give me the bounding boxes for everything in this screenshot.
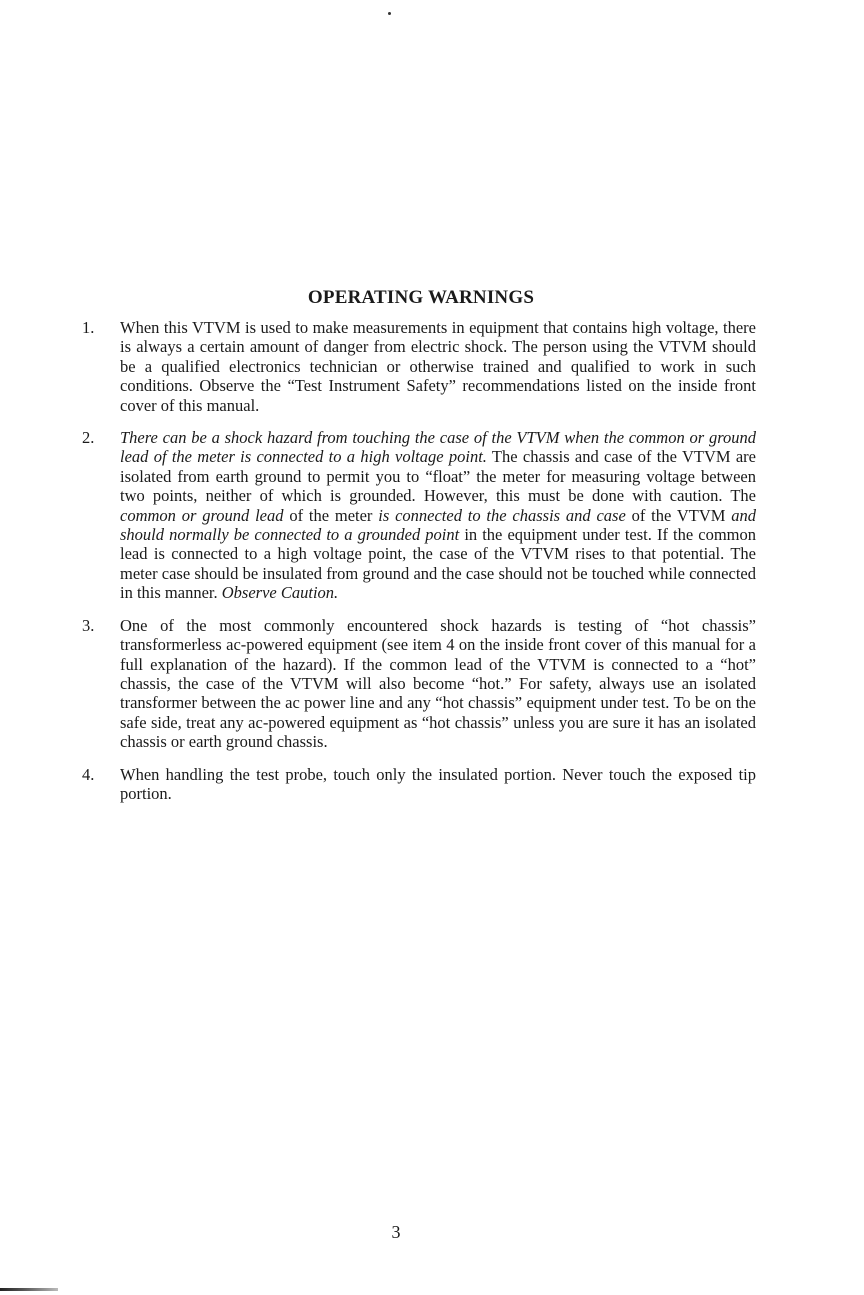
warning-item-4 [80, 765, 756, 804]
warning-number: 3. [82, 615, 95, 635]
warning-emphasis: There can be a shock hazard from touching the case of the VTVM when the common or ground lead of the meter is connected to a high voltage point. [120, 428, 756, 467]
warning-text: One of the most commonly encountered shock hazards is testing of “hot chassis” transformerless ac-powered equipment (see item 4 on the inside front cover of this manual for a full explanation of the hazard). If the common lead of the VTVM is connected to a “hot” chassis, the case of the VTVM will also become “hot.” For safety, always use an isolated transformer between the ac power line and any “hot chassis” equipment under test. To be on the safe side, treat any ac-powered equipment as “hot chassis” unless you are sure it has an isolated chassis or earth ground chassis. [120, 615, 756, 752]
warning-text: When this VTVM is used to make measurements in equipment that contains high voltage, there is always a certain amount of danger from electric shock. The person using the VTVM should be a qualified electronics technician or otherwise trained and qualified to work in such conditions. Observe the “Test Instrument Safety” recommendations listed on the inside front cover of this manual. [120, 318, 756, 415]
warning-item-2 [80, 428, 756, 603]
warning-emphasis: and should normally be connected to a grounded point [120, 505, 756, 545]
scan-edge-mark [0, 1288, 58, 1291]
warning-number: 2. [82, 428, 95, 448]
warning-text: in the equipment under test. If the common lead is connected to a high voltage point, the case of the VTVM rises to that potential. The meter case should be insulated from ground and the case should not be touched while connected in this manner. [120, 525, 757, 603]
warning-text: When handling the test probe, touch only the insulated portion. Never touch the exposed tip portion. [120, 764, 756, 803]
page-title: OPERATING WARNINGS [307, 287, 535, 308]
warning-text: of the VTVM [625, 505, 732, 525]
warning-number: 4. [82, 764, 95, 784]
warning-emphasis: is connected to the chassis and case [378, 505, 626, 525]
warning-emphasis: Observe Caution. [221, 583, 339, 603]
warning-emphasis: common or ground lead [120, 505, 284, 525]
warnings-list [80, 318, 756, 816]
warning-number: 1. [82, 318, 95, 337]
page-number: 3 [391, 1222, 401, 1242]
scan-speck [388, 12, 391, 15]
warning-text: The chassis and case of the VTVM are isolated from earth ground to permit you to “float” the meter for measuring voltage between two points, neither of which is grounded. However, this must be done with caution. The [120, 447, 756, 506]
warning-item-1 [80, 318, 756, 415]
warning-item-3 [80, 616, 756, 752]
warning-text: of the meter [283, 505, 379, 525]
